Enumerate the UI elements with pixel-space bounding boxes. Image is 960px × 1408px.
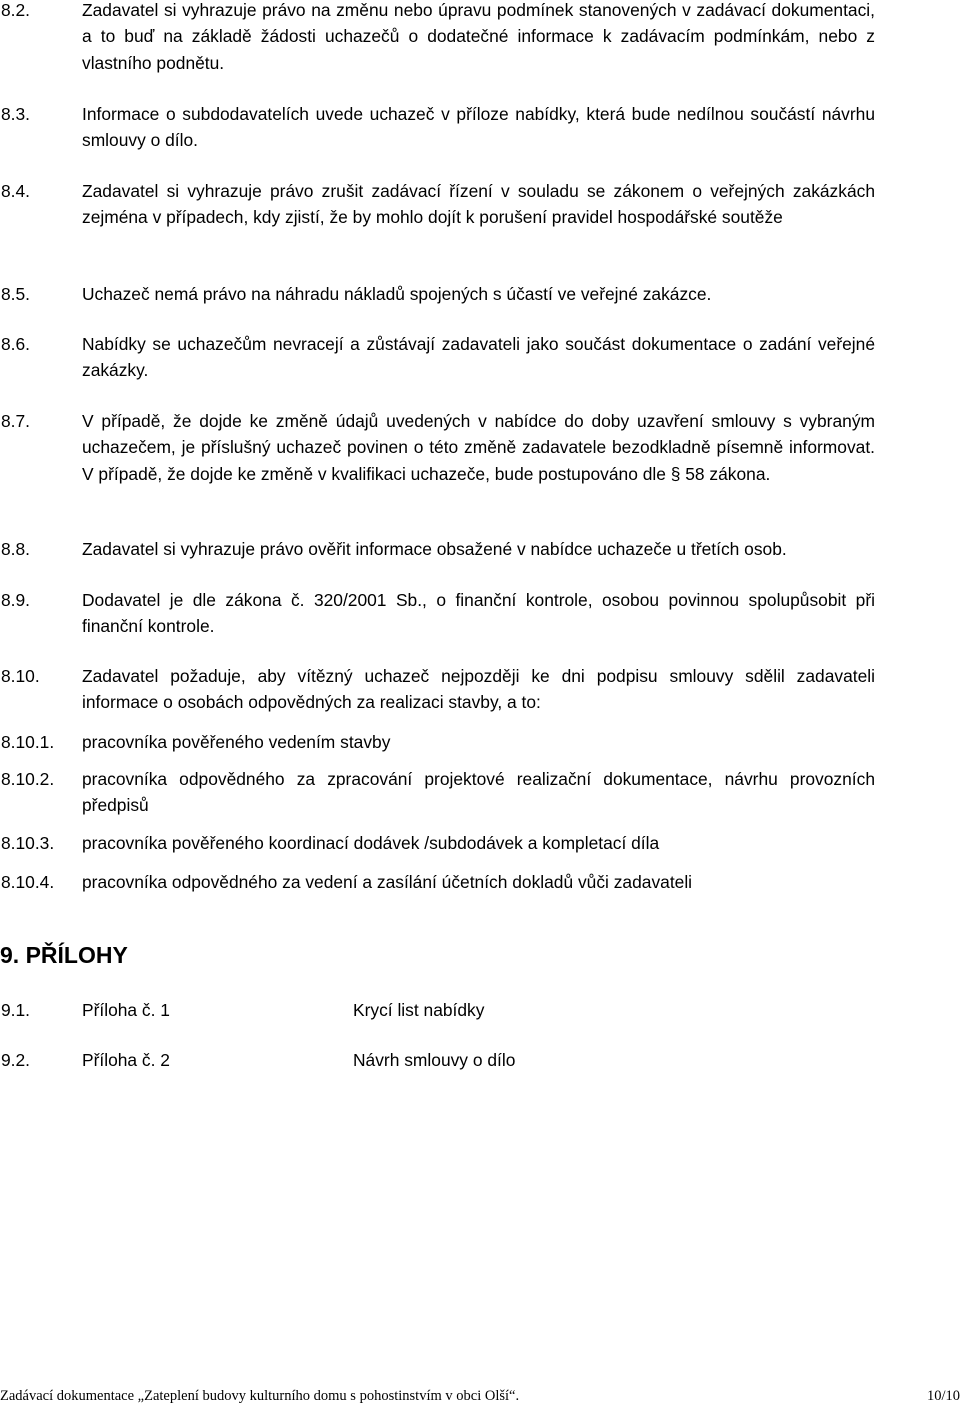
footer-page-number: 10/10 (926, 1388, 960, 1404)
clause-text: pracovníka odpovědného za zpracování projektové realizační dokumentace, návrhu provozních předpisů (82, 769, 875, 816)
attachment-label: Příloha č. 1 (82, 1000, 170, 1020)
clause-number: 8.6. (1, 334, 31, 354)
clause-text: pracovníka odpovědného za vedení a zasílání účetních dokladů vůči zadavateli (82, 872, 693, 892)
clause-number: 8.10. (1, 666, 40, 686)
clause-text: Uchazeč nemá právo na náhradu nákladů spojených s účastí ve veřejné zakázce. (82, 284, 712, 304)
clause-number: 8.8. (1, 539, 31, 559)
attachment-number: 9.2. (1, 1050, 31, 1070)
clause-text: Nabídky se uchazečům nevracejí a zůstávají zadavateli jako součást dokumentace o zadání veřejné zakázky. (82, 334, 875, 381)
clause-number: 8.7. (1, 411, 31, 431)
clause-text: Dodavatel je dle zákona č. 320/2001 Sb., o finanční kontrole, osobou povinnou spolupůsobit při finanční kontrole. (82, 590, 875, 637)
clause-number: 8.2. (1, 0, 31, 20)
clause-number: 8.10.4. (1, 872, 55, 892)
clause-number: 8.10.1. (1, 732, 55, 752)
clause-text: Zadavatel si vyhrazuje právo na změnu nebo úpravu podmínek stanovených v zadávací dokumentaci, a to buď na základě žádosti uchazečů o dodatečné informace k zadávacím podmínkám, nebo z vlastního podnětu. (82, 0, 875, 73)
clause-text: Informace o subdodavatelích uvede uchazeč v příloze nabídky, která bude nedílnou součástí návrhu smlouvy o dílo. (82, 104, 875, 151)
attachment-label: Příloha č. 2 (82, 1050, 170, 1070)
attachment-number: 9.1. (1, 1000, 31, 1020)
clause-number: 8.3. (1, 104, 31, 124)
clause-text: V případě, že dojde ke změně údajů uvedených v nabídce do doby uzavření smlouvy s vybraným uchazečem, je příslušný uchazeč povinen o této změně zadavatele bezodkladně písemně informovat. V případě, že dojde ke změně v kvalifikaci uchazeče, bude postupováno dle § 58 zákona. (82, 411, 875, 484)
clause-number: 8.5. (1, 284, 31, 304)
clause-text: Zadavatel si vyhrazuje právo zrušit zadávací řízení v souladu se zákonem o veřejných zakázkách zejména v případech, kdy zjistí, že by mohlo dojít k porušení pravidel hospodářské soutěže (82, 181, 875, 228)
attachment-title: Krycí list nabídky (353, 1000, 485, 1020)
clause-number: 8.10.3. (1, 833, 55, 853)
page-footer (0, 1384, 960, 1408)
clause-number: 8.10.2. (1, 769, 55, 789)
clause-number: 8.4. (1, 181, 31, 201)
clause-text: Zadavatel požaduje, aby vítězný uchazeč nejpozději ke dni podpisu smlouvy sdělil zadavateli informace o osobách odpovědných za realizaci stavby, a to: (82, 666, 875, 713)
clause-number: 8.9. (1, 590, 31, 610)
section-heading: 9. PŘÍLOHY (0, 942, 128, 968)
clause-text: Zadavatel si vyhrazuje právo ověřit informace obsažené v nabídce uchazeče u třetích osob. (82, 539, 787, 559)
footer-document-title: Zadávací dokumentace „Zateplení budovy kulturního domu s pohostinstvím v obci Olší“. (0, 1388, 520, 1404)
attachment-title: Návrh smlouvy o dílo (353, 1050, 516, 1070)
clause-text: pracovníka pověřeného koordinací dodávek /subdodávek a kompletací díla (82, 833, 660, 853)
clause-text: pracovníka pověřeného vedením stavby (82, 732, 391, 752)
